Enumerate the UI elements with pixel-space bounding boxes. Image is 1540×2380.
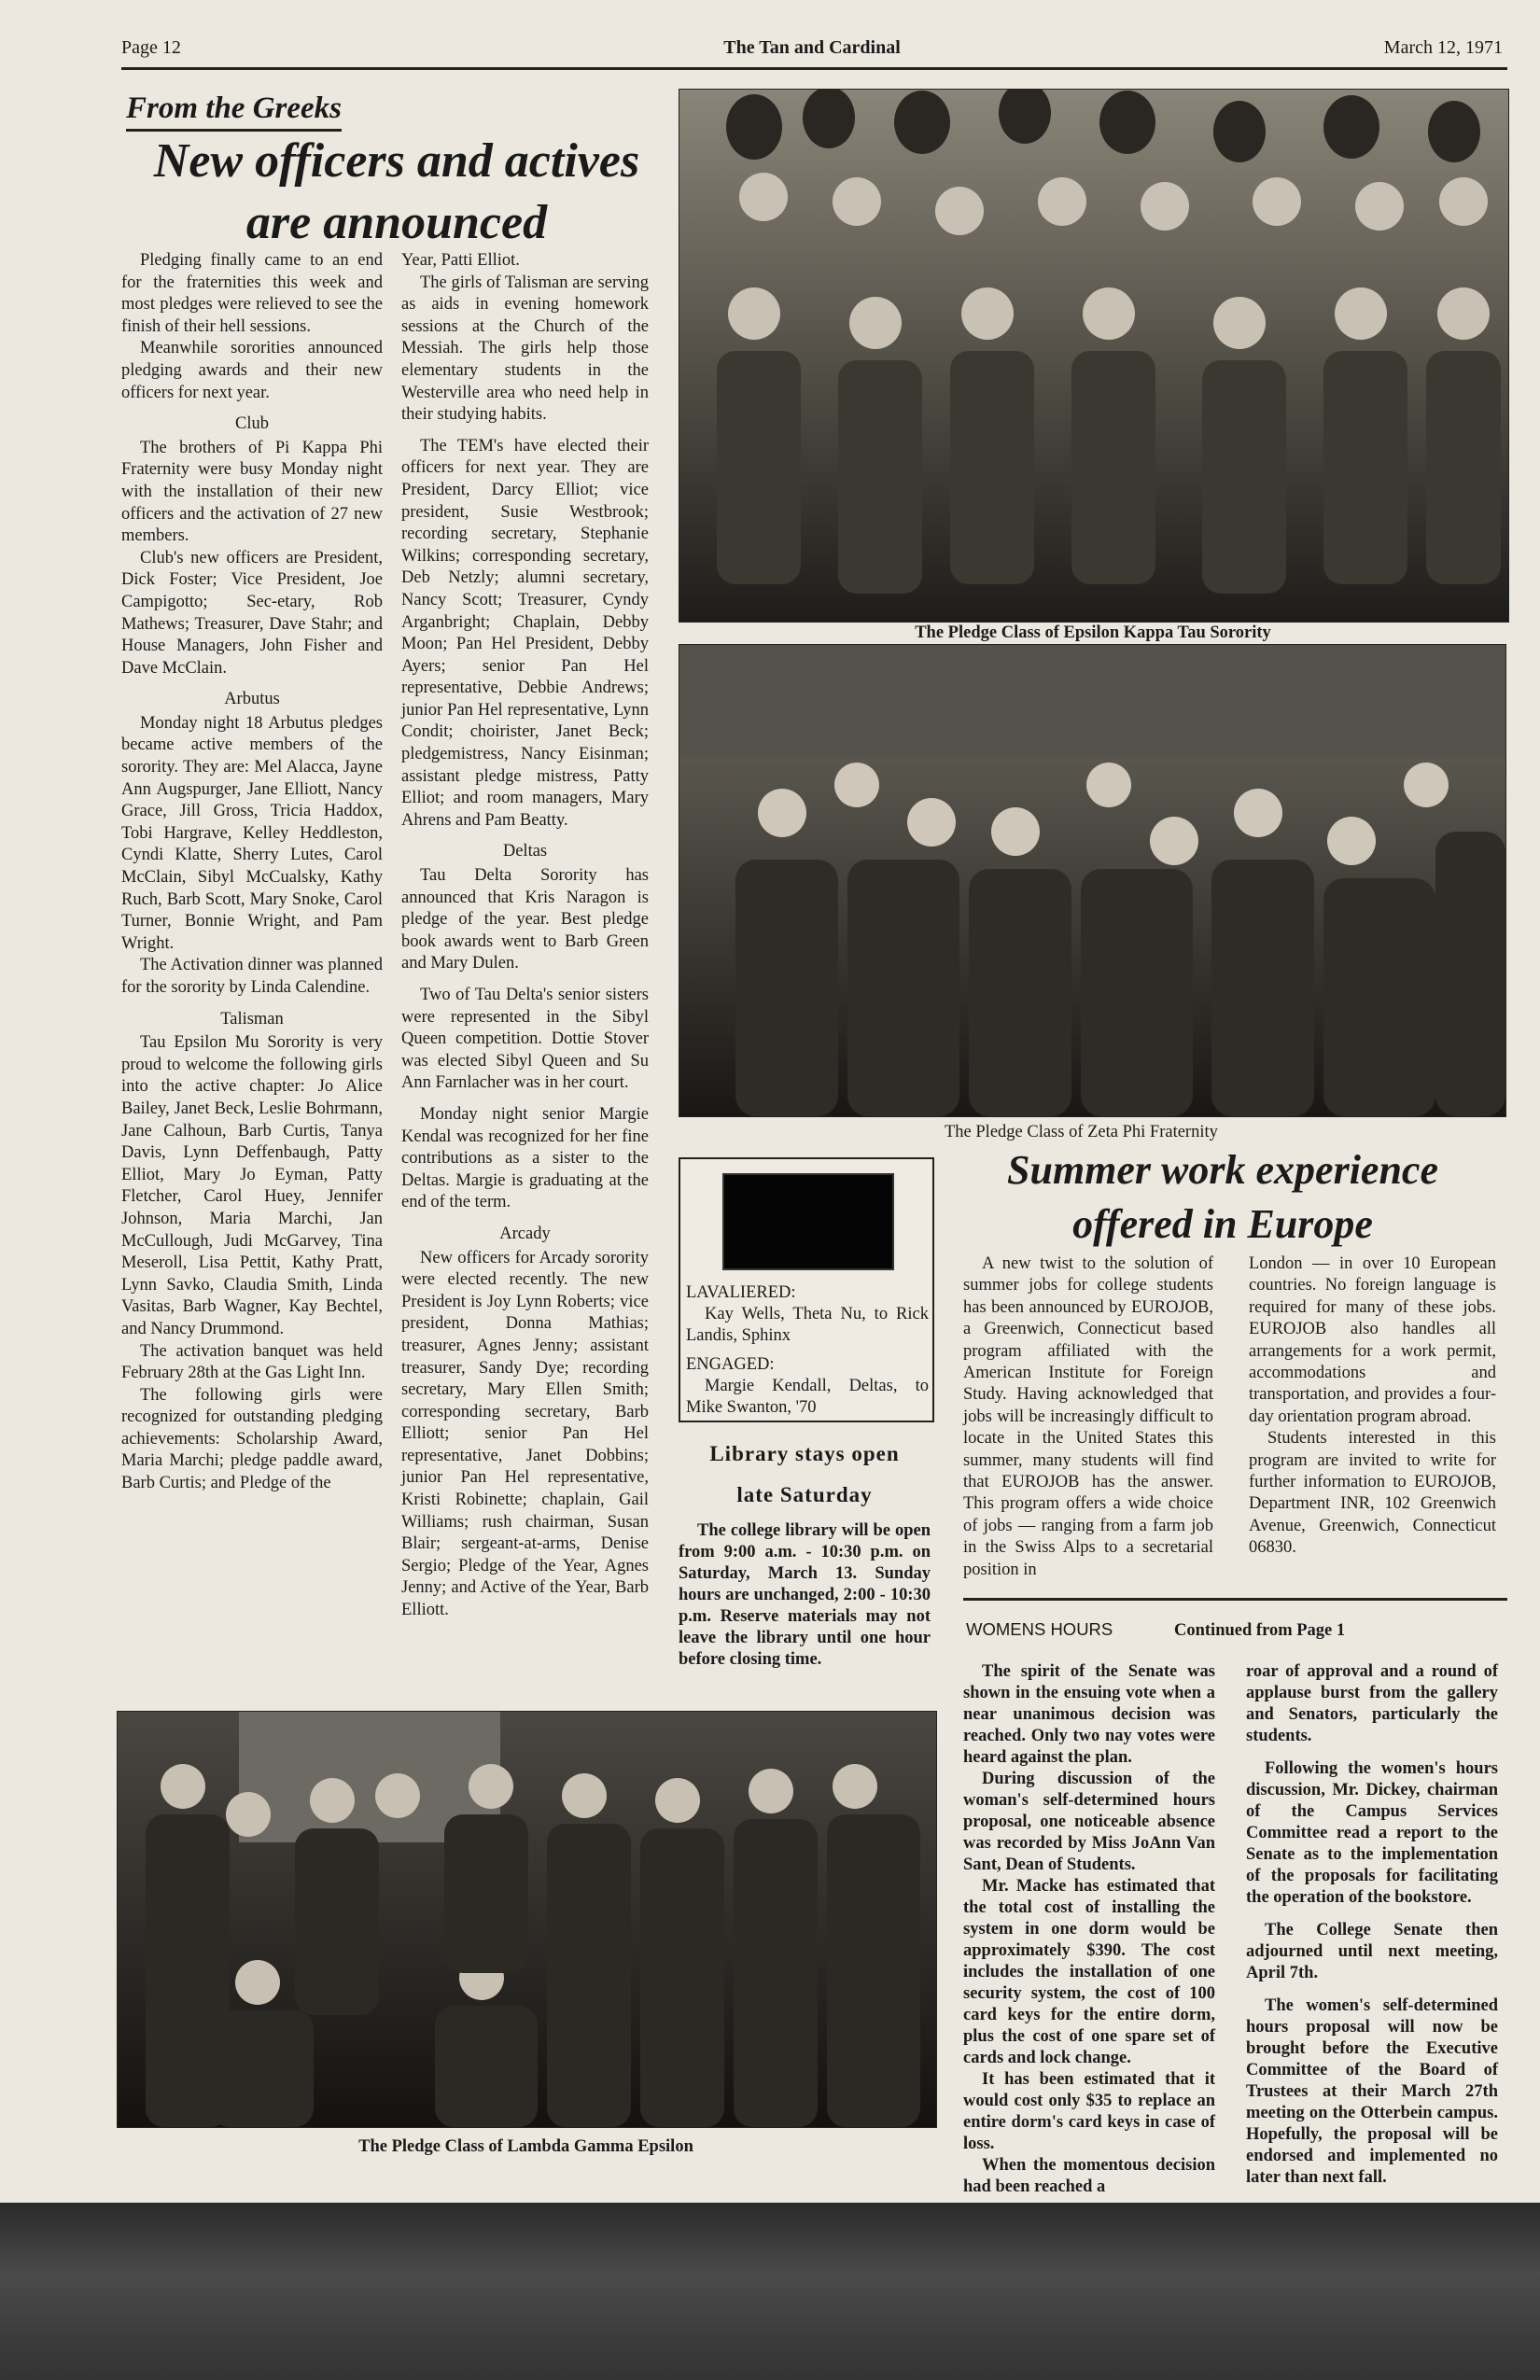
greeks-column-1 <box>121 250 383 1495</box>
womens-hours-label: WOMENS HOURS <box>966 1619 1113 1639</box>
group-photo-image <box>679 90 1508 622</box>
article-paragraph: The college library will be open from 9:00 a.m. - 10:30 p.m. on Saturday, March 13. Sunday hours are unchanged, 2:00 - 10:30 p.m. Reserve materials may not leave the library until one hour before closing time. <box>679 1521 931 1669</box>
scan-background <box>0 2203 1540 2380</box>
article-paragraph: Monday night senior Margie Kendal was recognized for her fine contributions as a sister to the Deltas. Margie is graduating at the end of the term. <box>401 1104 649 1212</box>
article-paragraph: The Activation dinner was planned for the sorority by Linda Calendine. <box>121 956 383 997</box>
greeks-headline-line1: New officers and actives <box>153 134 640 188</box>
engaged-text: Margie Kendall, Deltas, to Mike Swanton, '70 <box>686 1377 929 1417</box>
article-paragraph: roar of approval and a round of applause burst from the gallery and Senators, particularly the students. <box>1246 1662 1498 1745</box>
article-paragraph: Tau Delta Sorority has announced that Kris Naragon is pledge of the year. Best pledge book awards went to Barb Green and Mary Dulen. <box>401 866 649 973</box>
article-paragraph: Monday night 18 Arbutus pledges became active members of the sorority. They are: Mel Alacca, Jayne Ann Augspurger, Jane Elliott, Nancy Grace, Jill Gross, Tricia Haddox, Tobi Hargrave, Kelley Heddleston, Cyndi Klatte, Sherry Lutes, Carol McClain, Sibyl McCualsky, Kathy Ruch, Barb Scott, Mary Snoke, Carol Turner, Bonnie Wright, and Pam Wright. <box>121 713 383 953</box>
article-paragraph: Mr. Macke has estimated that the total cost of installing the system in one dorm would be approximately $390. The cost includes the installation of one security system, the cost of 100 card keys for the entire dorm, plus the cost of one spare set of cards and lock change. <box>963 1877 1215 2067</box>
article-paragraph: Club's new officers are President, Dick Foster; Vice President, Joe Campigotto; Sec-etary, Rob Mathews; Treasurer, Dave Stahr; and House Managers, John Fisher and Dave McClain. <box>121 548 383 678</box>
article-paragraph: It has been estimated that it would cost only $35 to replace an entire dorm's card keys in case of loss. <box>963 2070 1215 2153</box>
group-photo-image <box>679 645 1505 1116</box>
article-paragraph: The College Senate then adjourned until next meeting, April 7th. <box>1246 1921 1498 1982</box>
lavaliered-text: Kay Wells, Theta Nu, to Rick Landis, Sphinx <box>686 1305 929 1345</box>
continued-from-label: Continued from Page 1 <box>1174 1621 1346 1640</box>
europe-headline-line2: offered in Europe <box>1072 1201 1373 1247</box>
article-paragraph: The activation banquet was held February 28th at the Gas Light Inn. <box>121 1341 383 1383</box>
article-paragraph: When the momentous decision had been reached a <box>963 2156 1215 2196</box>
subhead-deltas: Deltas <box>502 842 548 861</box>
section-title: From the Greeks <box>126 90 342 132</box>
announcements-text <box>686 1282 929 1419</box>
lavaliered-label: LAVALIERED: <box>686 1283 796 1302</box>
womens-column-1 <box>963 1661 1215 2198</box>
photo-zeta-phi <box>679 644 1506 1117</box>
article-paragraph: London — in over 10 European countries. No foreign language is required for many of these jobs. EUROJOB also handles all arrangements for a work permit, accommodations and transportation, and provides a four-day orientation program abroad. <box>1249 1254 1496 1426</box>
caption-photo-2: The Pledge Class of Zeta Phi Fraternity <box>945 1123 1218 1141</box>
article-paragraph: Two of Tau Delta's senior sisters were represented in the Sibyl Queen competition. Dottie Stover was elected Sibyl Queen and Su Ann Farnlacher was in her court. <box>401 986 649 1093</box>
article-paragraph: Tau Epsilon Mu Sorority is very proud to welcome the following girls into the active chapter: Jo Alice Bailey, Janet Beck, Leslie Bohrmann, Jane Calhoun, Barb Curtis, Tanya Davis, Lynn Deffenbaugh, Patty Elliot, Mary Jo Eyman, Patty Fletcher, Carol Huey, Jennifer Johnson, Maria Marchi, Jan McCullough, Judi McGarvey, Tina Meseroll, Lisa Pettit, Kathy Pratt, Lynn Savko, Claudia Smith, Linda Vasitas, Barb Wagner, Kay Bechtel, and Nancy Drummond. <box>121 1033 383 1338</box>
redacted-block <box>722 1173 894 1270</box>
article-paragraph: Students interested in this program are invited to write for further information to EUROJOB, Department INR, 102 Greenwich Avenue, Greenwich, Connecticut 06830. <box>1249 1429 1496 1558</box>
article-paragraph: A new twist to the solution of summer jobs for college students has been announced by EUROJOB, a Greenwich, Connecticut based program affiliated with the American Institute for Foreign Study. Having acknowledged that jobs will be increasingly difficult to locate in the United States this summer, many students will find that EUROJOB has the answer. This program offers a wide choice of jobs — ranging from a farm job in the Swiss Alps to a secretarial position in <box>963 1254 1213 1579</box>
library-article <box>679 1442 931 1671</box>
photo-epsilon-kappa-tau <box>679 89 1509 623</box>
subhead-club: Club <box>235 414 269 434</box>
library-title-line2: late Saturday <box>736 1483 873 1506</box>
womens-column-2 <box>1246 1661 1498 2189</box>
engaged-label: ENGAGED: <box>686 1355 775 1374</box>
library-title-line1: Library stays open <box>709 1442 900 1465</box>
masthead-rule <box>121 67 1507 70</box>
article-paragraph: During discussion of the woman's self-determined hours proposal, one noticeable absence was recorded by Miss JoAnn Van Sant, Dean of Students. <box>963 1770 1215 1874</box>
article-paragraph: The girls of Talisman are serving as aids in evening homework sessions at the Church of the Messiah. The girls help those elementary students in the Westerville area who need help in their studying habits. <box>401 273 649 425</box>
greeks-headline <box>131 131 663 254</box>
subhead-arbutus: Arbutus <box>224 690 280 709</box>
europe-headline-line1: Summer work experience <box>1007 1147 1438 1193</box>
article-paragraph: Meanwhile sororities announced pledging awards and their new officers for next year. <box>121 339 383 402</box>
photo-lambda-gamma-epsilon <box>117 1711 937 2128</box>
announcements-box <box>679 1157 934 1422</box>
issue-date: March 12, 1971 <box>1383 37 1503 58</box>
article-paragraph: Year, Patti Elliot. <box>401 251 520 270</box>
greeks-headline-line2: are announced <box>245 196 548 249</box>
article-paragraph: The brothers of Pi Kappa Phi Fraternity were busy Monday night with the installation of their new officers and the activation of 27 new members. <box>121 438 383 546</box>
europe-column-2 <box>1249 1253 1496 1560</box>
article-paragraph: Following the women's hours discussion, Mr. Dickey, chairman of the Campus Services Committee read a report to the Senate as to the implementation of the proposals for facilitating the operation of the bookstore. <box>1246 1759 1498 1907</box>
library-text <box>679 1520 931 1671</box>
article-paragraph: New officers for Arcady sorority were elected recently. The new President is Joy Lynn Roberts; vice president, Donna Mathias; treasurer, Agnes Jenny; assistant treasurer, Sandy Dye; recording secretary, Mary Ellen Smith; corresponding secretary, Barb Elliott; senior Pan Hel representative, Janet Dobbins; junior Pan Hel representative, Kristi Robinette; chaplain, Gail Williams; rush chairman, Susan Blair; sergeant-at-arms, Denise Sergio; Pledge of the Year, Agnes Jenny; and Active of the Year, Barb Elliott. <box>401 1248 649 1620</box>
article-paragraph: The spirit of the Senate was shown in the ensuing vote when a near unanimous decision was reached. Only two nay votes were heard against the plan. <box>963 1662 1215 1767</box>
subhead-talisman: Talisman <box>220 1009 284 1029</box>
europe-headline <box>947 1143 1498 1252</box>
article-paragraph: The following girls were recognized for outstanding pledging achievements: Scholarship Award, Maria Marchi; pledge paddle award, Barb Curtis; and Pledge of the <box>121 1385 383 1493</box>
article-paragraph: The women's self-determined hours proposal will now be brought before the Executive Committee of the Board of Trustees at their March 27th meeting on the Otterbein campus. Hopefully, the proposal will be endorsed and implemented no later than next fall. <box>1246 1996 1498 2187</box>
paper-name: The Tan and Cardinal <box>723 37 901 58</box>
europe-column-1 <box>963 1253 1213 1581</box>
masthead <box>121 37 1503 65</box>
section-rule <box>963 1598 1507 1601</box>
greeks-column-2 <box>401 250 649 1622</box>
group-photo-image <box>118 1712 936 2127</box>
subhead-arcady: Arcady <box>499 1224 551 1243</box>
caption-photo-3: The Pledge Class of Lambda Gamma Epsilon <box>358 2137 693 2156</box>
caption-photo-1: The Pledge Class of Epsilon Kappa Tau Sorority <box>915 623 1271 642</box>
page-number: Page 12 <box>121 37 181 58</box>
article-paragraph: Pledging finally came to an end for the fraternities this week and most pledges were relieved to see the finish of their hell sessions. <box>121 251 383 336</box>
article-paragraph: The TEM's have elected their officers for next year. They are President, Darcy Elliot; vice president, Susie Westbrook; recording secretary, Stephanie Wilkins; corresponding secretary, Deb Netzly; alumni secretary, Nancy Scott; Treasurer, Cyndy Arganbright; Chaplain, Debby Moon; Pan Hel President, Debby Ayers; senior Pan Hel representative, Debbie Andrews; junior Pan Hel representative, Lynn Condit; choirister, Janet Beck; pledgemistress, Nancy Eisinman; assistant pledge mistress, Patty Elliot; and room managers, Mary Ahrens and Pam Beatty. <box>401 436 649 830</box>
